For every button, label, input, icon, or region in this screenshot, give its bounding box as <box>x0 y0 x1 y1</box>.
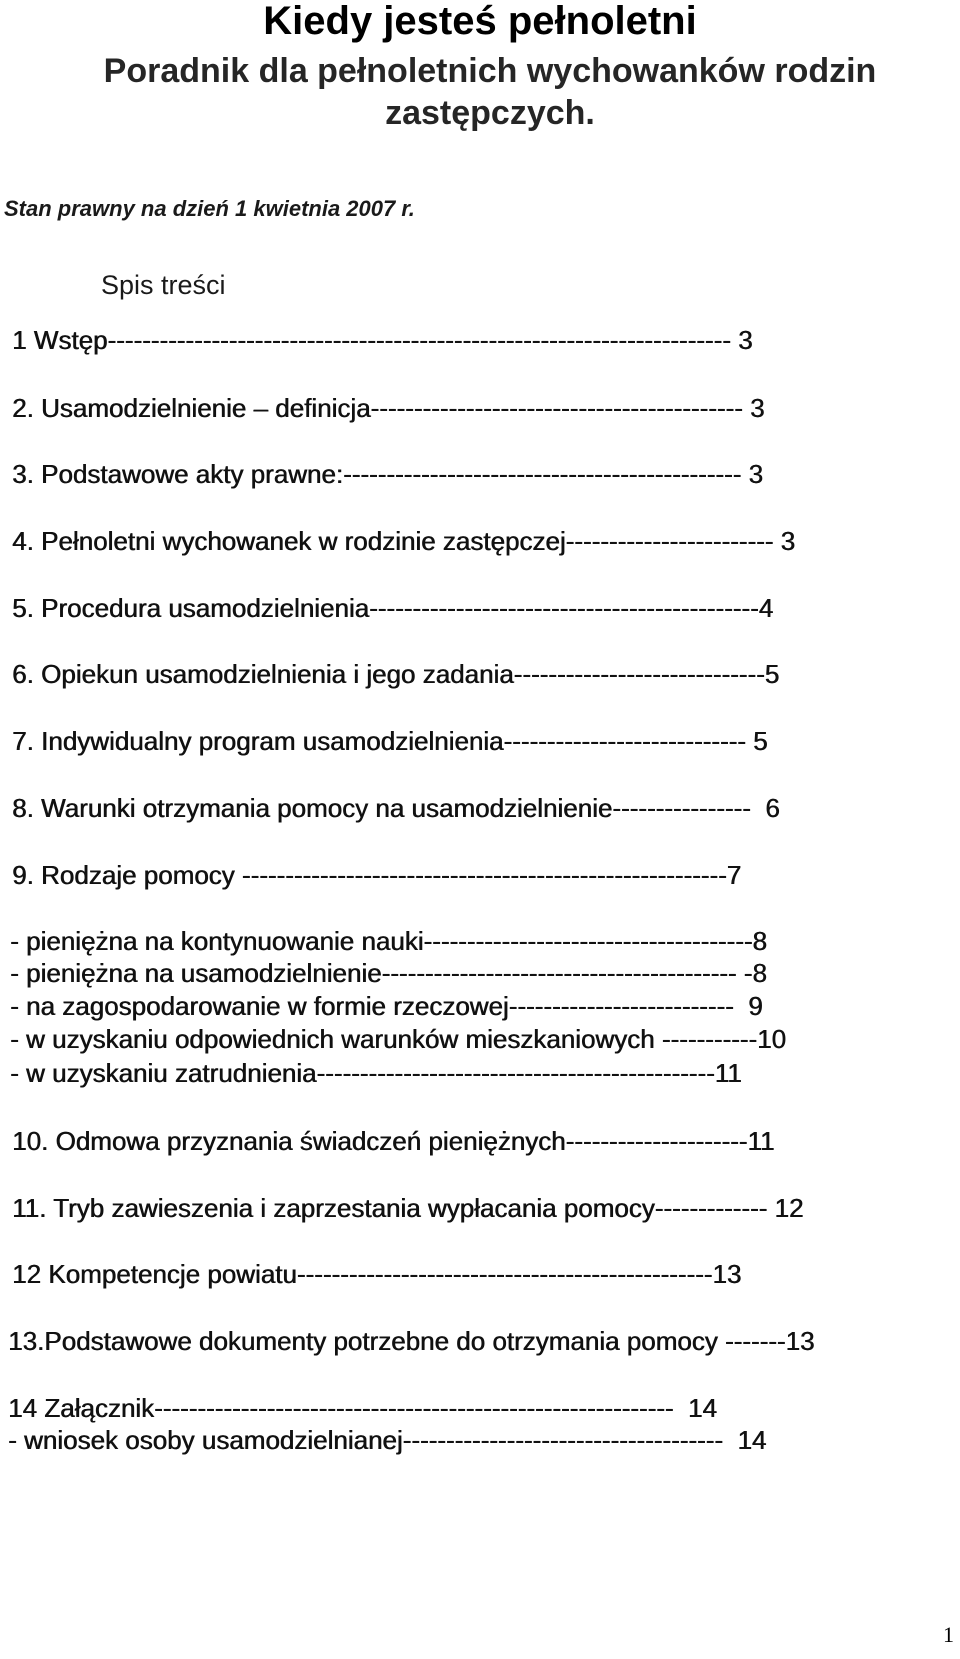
toc-subentry: - pieniężna na usamodzielnienie----------------------------------------- -8 <box>10 958 767 988</box>
toc-entry: 12 Kompetencje powiatu------------------------------------------------13 <box>12 1259 742 1289</box>
toc-entry: 1 Wstęp------------------------------------------------------------------------ 3 <box>12 325 753 355</box>
toc-entry: 2. Usamodzielnienie – definicja------------------------------------------- 3 <box>12 393 765 423</box>
toc-entry: 10. Odmowa przyznania świadczeń pieniężnych---------------------11 <box>12 1126 775 1156</box>
toc-entry: 7. Indywidualny program usamodzielnienia---------------------------- 5 <box>12 726 768 756</box>
toc-subentry: - pieniężna na kontynuowanie nauki--------------------------------------8 <box>10 926 767 956</box>
toc-entry: 8. Warunki otrzymania pomocy na usamodzielnienie---------------- 6 <box>12 793 780 823</box>
toc-entry: 4. Pełnoletni wychowanek w rodzinie zastępczej------------------------ 3 <box>12 526 795 556</box>
document-title: Kiedy jesteś pełnoletni <box>263 0 697 43</box>
toc-entry: 14 Załącznik------------------------------------------------------------ 14 <box>8 1393 717 1423</box>
toc-entry: 5. Procedura usamodzielnienia---------------------------------------------4 <box>12 593 774 623</box>
toc-subentry: - w uzyskaniu zatrudnienia----------------------------------------------11 <box>10 1058 742 1088</box>
toc-entry: 6. Opiekun usamodzielnienia i jego zadania-----------------------------5 <box>12 659 780 689</box>
toc-entry: 9. Rodzaje pomocy --------------------------------------------------------7 <box>12 860 742 890</box>
toc-subentry: - na zagospodarowanie w formie rzeczowej-------------------------- 9 <box>10 991 763 1021</box>
legal-status-date: Stan prawny na dzień 1 kwietnia 2007 r. <box>4 196 415 221</box>
toc-subentry: - w uzyskaniu odpowiednich warunków mieszkaniowych -----------10 <box>10 1024 786 1054</box>
document-subtitle: Poradnik dla pełnoletnich wychowanków rodzin zastępczych. <box>103 52 877 132</box>
toc-entry: 3. Podstawowe akty prawne:---------------------------------------------- 3 <box>12 459 763 489</box>
toc-entry: 13.Podstawowe dokumenty potrzebne do otrzymania pomocy -------13 <box>8 1326 815 1356</box>
page-number: 1 <box>943 1622 954 1647</box>
toc-heading: Spis treści <box>101 270 226 300</box>
toc-entry: 11. Tryb zawieszenia i zaprzestania wypłacania pomocy------------- 12 <box>12 1193 804 1223</box>
toc-subentry: - wniosek osoby usamodzielnianej------------------------------------- 14 <box>8 1425 767 1455</box>
